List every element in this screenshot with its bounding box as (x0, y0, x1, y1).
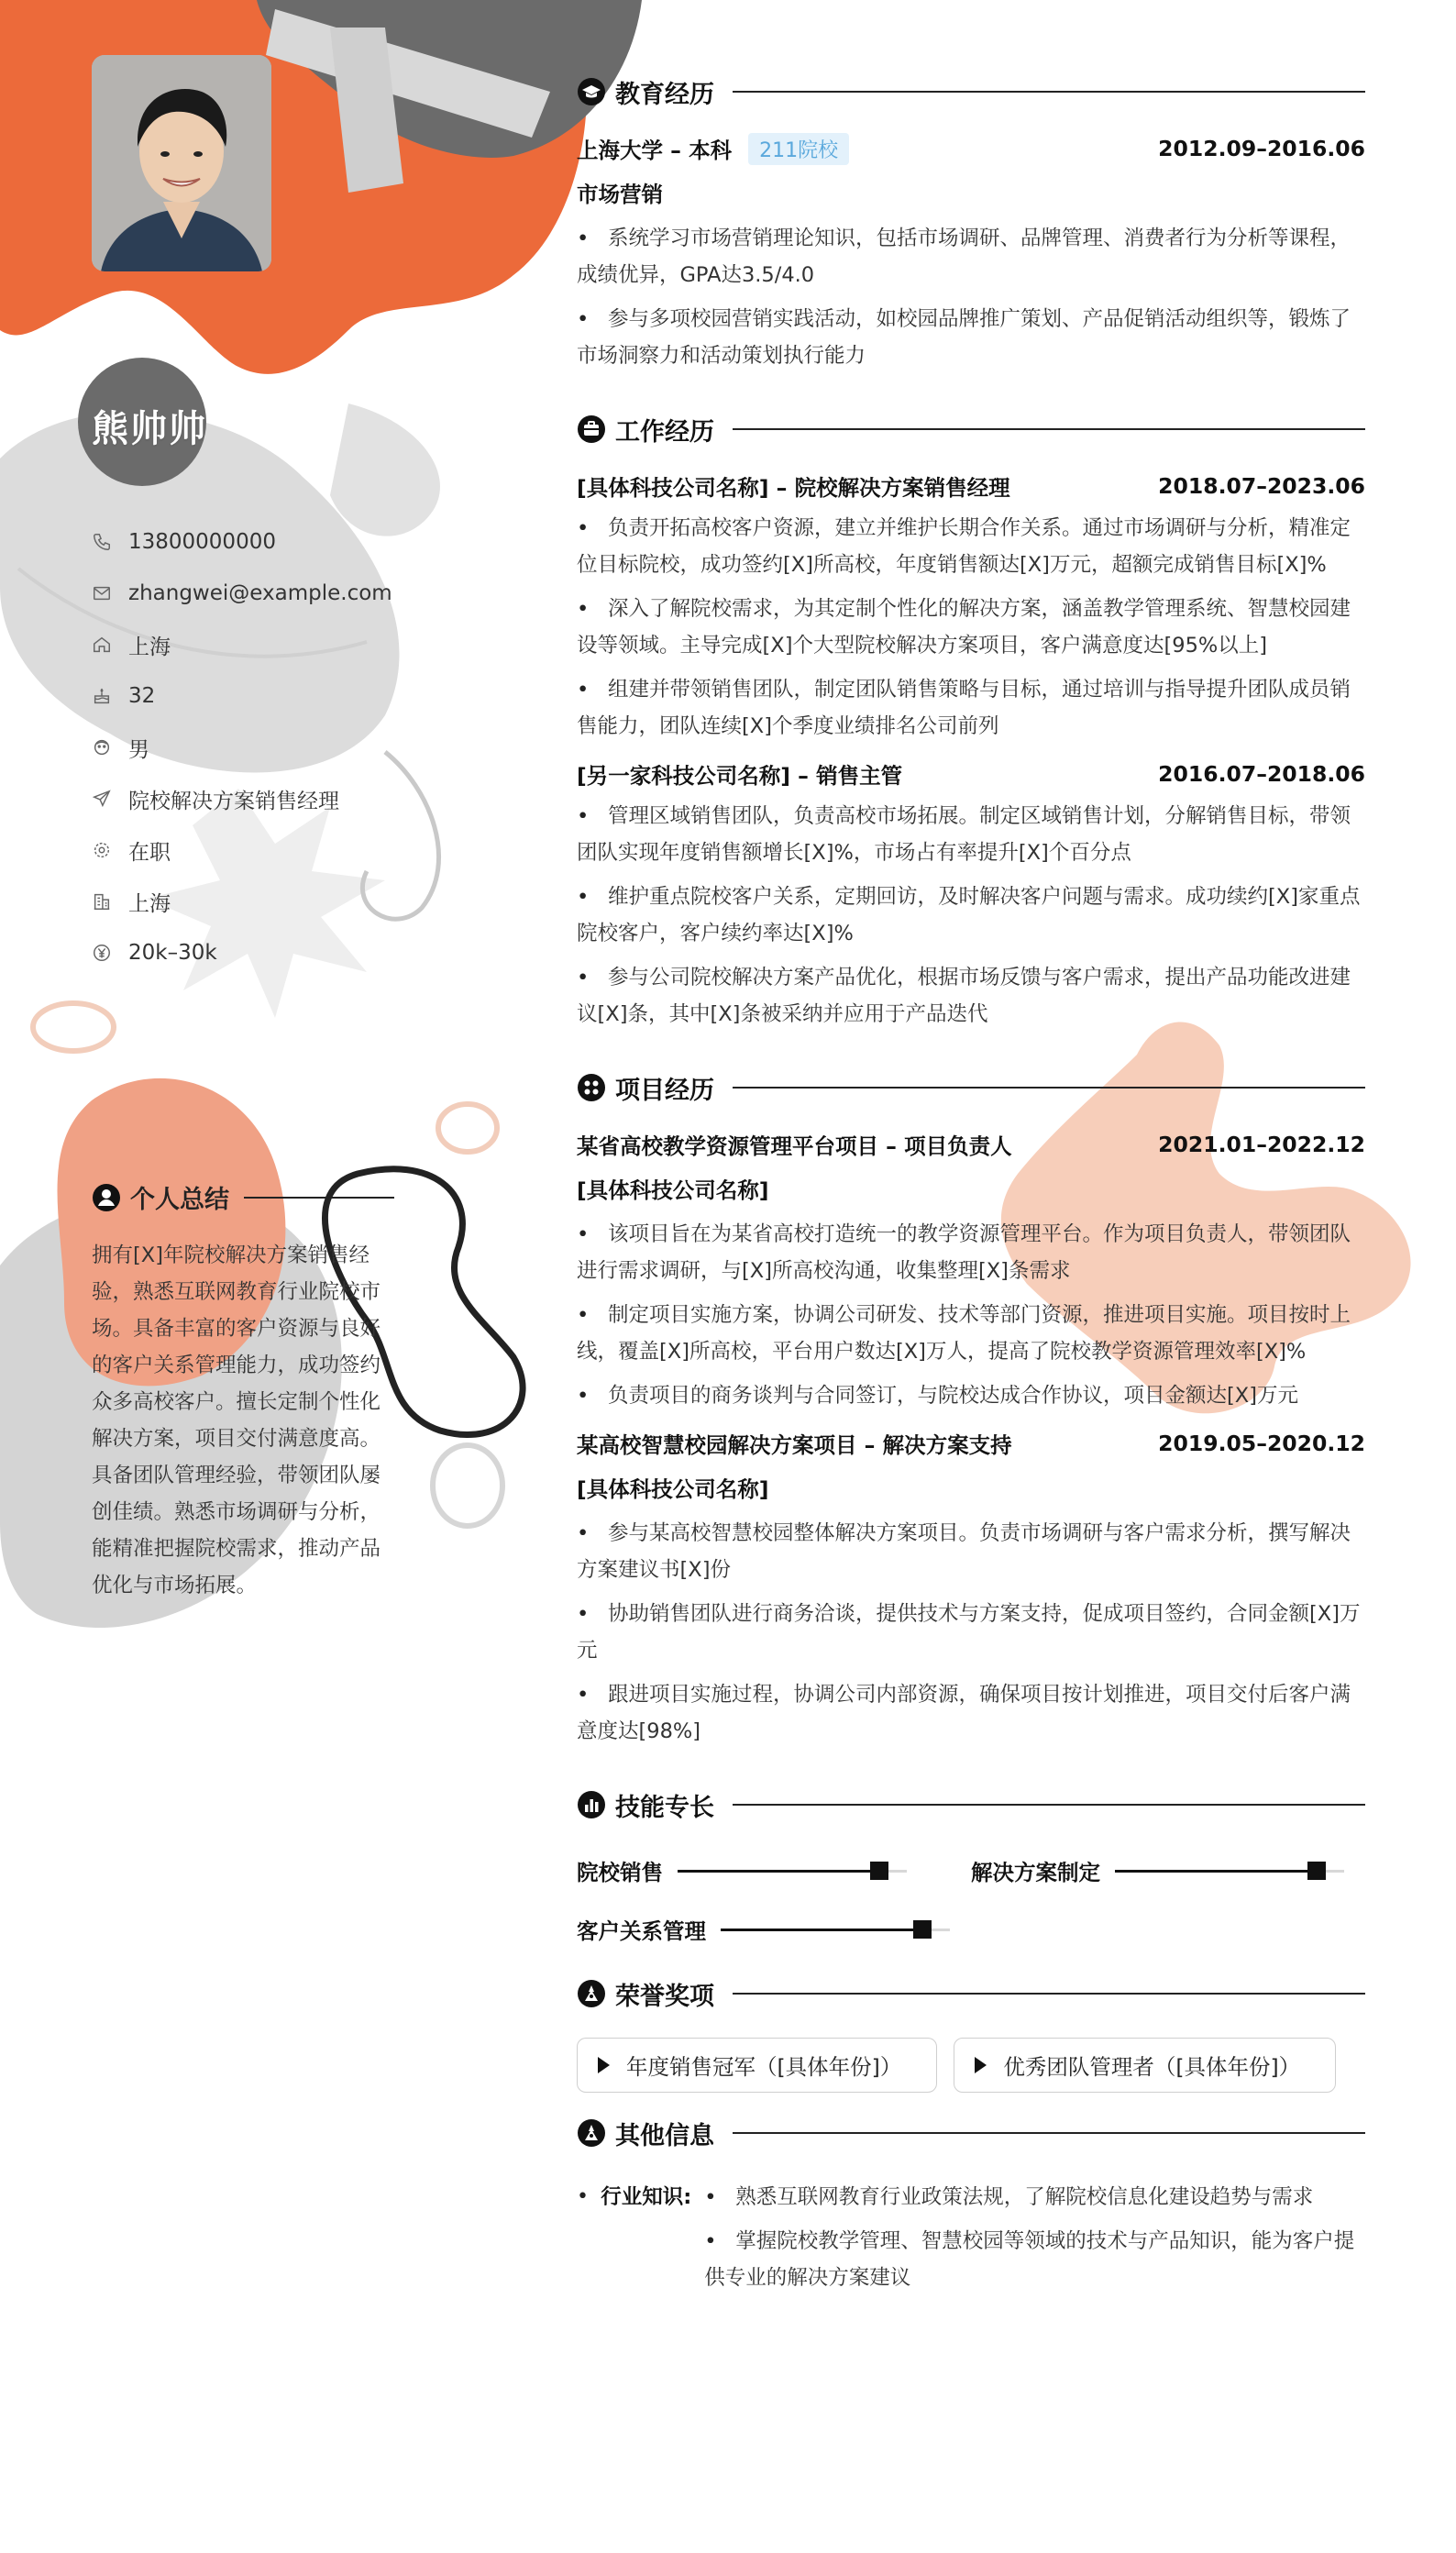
education-date: 2012.09–2016.06 (1158, 136, 1365, 161)
list-item: • 跟进项目实施过程，协调公司内部资源，确保项目按计划推进，项目交付后客户满意度达[98%] (577, 1676, 1365, 1750)
honor-text: 年度销售冠军（[具体年份]） (626, 2054, 902, 2080)
project-bullets (577, 1515, 1365, 1750)
work-header (577, 402, 1365, 457)
job-title: [另一家科技公司名称] – 销售主管 (577, 763, 903, 789)
home-icon (92, 635, 112, 655)
cake-icon (92, 686, 112, 706)
skill-item (577, 1900, 971, 1959)
education-school-text: 上海大学 – 本科 (577, 138, 733, 163)
list-item: • 该项目旨在为某省高校打造统一的教学资源管理平台。作为项目负责人，带领团队进行需求调研，与[X]所高校沟通，收集整理[X]条需求 (577, 1216, 1365, 1289)
honors-header (577, 1966, 1365, 2021)
other-title: 其他信息 (615, 2121, 714, 2150)
section-divider (733, 1804, 1365, 1806)
education-header (577, 64, 1365, 119)
send-icon (92, 789, 112, 809)
summary-section (92, 1179, 394, 1604)
skill-item (971, 1841, 1365, 1900)
briefcase-icon (577, 414, 606, 444)
skills-header (577, 1777, 1365, 1832)
salary-icon (92, 943, 112, 963)
contact-gender-text: 男 (128, 737, 149, 762)
education-bullets (577, 220, 1365, 374)
education-badge: 211院校 (748, 133, 849, 165)
skill-bar (721, 1929, 950, 1931)
other-bullets (704, 2179, 1365, 2304)
section-divider (733, 91, 1365, 93)
list-item: • 掌握院校教学管理、智慧校园等领域的技术与产品知识，能为客户提供专业的解决方案建议 (704, 2223, 1365, 2296)
project-header (577, 1124, 1365, 1165)
list-item: • 熟悉互联网教育行业政策法规，了解院校信息化建设趋势与需求 (704, 2179, 1365, 2216)
skill-bar-fill (1115, 1870, 1317, 1873)
list-item: • 参与多项校园营销实践活动，如校园品牌推广策划、产品促销活动组织等，锻炼了市场洞察力和活动策划执行能力 (577, 301, 1365, 374)
play-triangle-icon (598, 2057, 610, 2073)
contact-salary-text: 20k–30k (128, 941, 217, 965)
skill-bar-knob (913, 1920, 932, 1939)
skill-bar-knob (1307, 1862, 1326, 1880)
bar-chart-icon (577, 1790, 606, 1819)
education-major: 市场营销 (577, 182, 663, 207)
projects-header (577, 1060, 1365, 1115)
info-icon (577, 2118, 606, 2148)
grid-icon (577, 1073, 606, 1102)
list-item: • 参与某高校智慧校园整体解决方案项目。负责市场调研与客户需求分析，撰写解决方案建议书[X]份 (577, 1515, 1365, 1588)
award-icon (577, 1979, 606, 2008)
project-bullets (577, 1216, 1365, 1414)
project-header (577, 1423, 1365, 1464)
summary-text: 拥有[X]年院校解决方案销售经验，熟悉互联网教育行业院校市场。具备丰富的客户资源与良好的客户关系管理能力，成功签约众多高校客户。擅长定制个性化解决方案，项目交付满意度高。具备团队管理经验，带领团队屡创佳绩。熟悉市场调研与分析，能精准把握院校需求，推动产品优化与市场拓展。 (92, 1243, 381, 1597)
avatar-portrait (92, 55, 271, 271)
education-item-header (577, 128, 1365, 169)
job-header (577, 466, 1365, 506)
contact-status (92, 824, 392, 876)
skill-name: 院校销售 (577, 1860, 663, 1885)
mail-icon (92, 583, 112, 603)
main-column (577, 64, 1365, 2304)
status-icon (92, 840, 112, 860)
graduation-cap-icon (577, 77, 606, 106)
other-info (577, 2179, 1365, 2304)
skill-name: 客户关系管理 (577, 1918, 706, 1944)
section-divider (733, 1087, 1365, 1089)
bullet-dot: • (577, 2185, 589, 2208)
job-bullets (577, 798, 1365, 1033)
project-company: [具体科技公司名称] (577, 1476, 769, 1502)
honors-list (577, 2038, 1365, 2093)
projects-title: 项目经历 (615, 1076, 714, 1105)
contact-city-text: 上海 (128, 891, 171, 916)
skill-bar-knob (870, 1862, 888, 1880)
skill-bar-fill (721, 1929, 922, 1931)
list-item: • 深入了解院校需求，为其定制个性化的解决方案，涵盖教学管理系统、智慧校园建设等领域。主导完成[X]个大型院校解决方案项目，客户满意度达[95%以上] (577, 591, 1365, 664)
education-school (577, 133, 849, 165)
skills-list (577, 1841, 1365, 1959)
honor-item (954, 2038, 1336, 2093)
skill-name: 解决方案制定 (971, 1860, 1100, 1885)
gender-icon (92, 737, 112, 757)
section-divider (244, 1197, 394, 1199)
contact-email (92, 568, 392, 619)
other-label: 行业知识: (601, 2185, 692, 2209)
contact-age (92, 670, 392, 722)
job-date: 2018.07–2023.06 (1158, 473, 1365, 499)
list-item: • 制定项目实施方案，协调公司研发、技术等部门资源，推进项目实施。项目按时上线，覆盖[X]所高校，平台用户数达[X]万人，提高了院校教学资源管理效率[X]% (577, 1297, 1365, 1370)
education-title: 教育经历 (615, 80, 714, 109)
contact-position (92, 773, 392, 824)
section-divider (733, 1993, 1365, 1995)
list-item: • 管理区域销售团队，负责高校市场拓展。制定区域销售计划，分解销售目标，带领团队实现年度销售额增长[X]%，市场占有率提升[X]个百分点 (577, 798, 1365, 871)
list-item: • 协助销售团队进行商务洽谈，提供技术与方案支持，促成项目签约，合同金额[X]万元 (577, 1596, 1365, 1669)
contact-phone (92, 516, 392, 568)
user-icon (92, 1183, 121, 1212)
other-header (577, 2105, 1365, 2161)
project-date: 2019.05–2020.12 (1158, 1431, 1365, 1456)
project-date: 2021.01–2022.12 (1158, 1132, 1365, 1157)
list-item: • 系统学习市场营销理论知识，包括市场调研、品牌管理、消费者行为分析等课程，成绩优异，GPA达3.5/4.0 (577, 220, 1365, 293)
contact-position-text: 院校解决方案销售经理 (128, 789, 339, 813)
list-item: • 维护重点院校客户关系，定期回访，及时解决客户问题与需求。成功续约[X]家重点院校客户，客户续约率达[X]% (577, 879, 1365, 952)
list-item: • 参与公司院校解决方案产品优化，根据市场反馈与客户需求，提出产品功能改进建议[X]条，其中[X]条被采纳并应用于产品迭代 (577, 959, 1365, 1033)
honors-title: 荣誉奖项 (615, 1982, 714, 2011)
project-title: 某高校智慧校园解决方案项目 – 解决方案支持 (577, 1432, 1012, 1458)
skill-item (577, 1841, 971, 1900)
project-title: 某省高校教学资源管理平台项目 – 项目负责人 (577, 1133, 1012, 1159)
summary-header (92, 1179, 394, 1215)
contact-age-text: 32 (128, 684, 156, 708)
job-date: 2016.07–2018.06 (1158, 761, 1365, 787)
summary-title: 个人总结 (130, 1186, 229, 1214)
job-bullets (577, 510, 1365, 745)
section-divider (733, 2132, 1365, 2134)
phone-icon (92, 532, 112, 552)
contact-location-text: 上海 (128, 635, 171, 659)
contact-city (92, 876, 392, 927)
skills-title: 技能专长 (615, 1793, 714, 1822)
avatar (92, 55, 271, 271)
building-icon (92, 891, 112, 912)
honor-item (577, 2038, 937, 2093)
list-item: • 负责项目的商务谈判与合同签订，与院校达成合作协议，项目金额达[X]万元 (577, 1377, 1365, 1414)
skill-bar (1115, 1870, 1344, 1873)
contact-location (92, 619, 392, 670)
contact-phone-text: 13800000000 (128, 530, 276, 554)
list-item: • 组建并带领销售团队，制定团队销售策略与目标，通过培训与指导提升团队成员销售能力，团队连续[X]个季度业绩排名公司前列 (577, 671, 1365, 745)
candidate-name: 熊帅帅 (92, 408, 207, 450)
skill-bar (678, 1870, 907, 1873)
job-title: [具体科技公司名称] – 院校解决方案销售经理 (577, 475, 1010, 501)
contact-salary (92, 927, 392, 978)
contact-email-text: zhangwei@example.com (128, 581, 392, 605)
contact-status-text: 在职 (128, 840, 171, 865)
play-triangle-icon (975, 2057, 987, 2073)
contact-list (92, 516, 392, 978)
skill-bar-fill (678, 1870, 879, 1873)
project-company: [具体科技公司名称] (577, 1177, 769, 1203)
section-divider (733, 428, 1365, 430)
job-header (577, 754, 1365, 794)
work-title: 工作经历 (615, 417, 714, 447)
list-item: • 负责开拓高校客户资源，建立并维护长期合作关系。通过市场调研与分析，精准定位目标院校，成功签约[X]所高校，年度销售额达[X]万元，超额完成销售目标[X]% (577, 510, 1365, 583)
honor-text: 优秀团队管理者（[具体年份]） (1003, 2054, 1301, 2080)
contact-gender (92, 722, 392, 773)
